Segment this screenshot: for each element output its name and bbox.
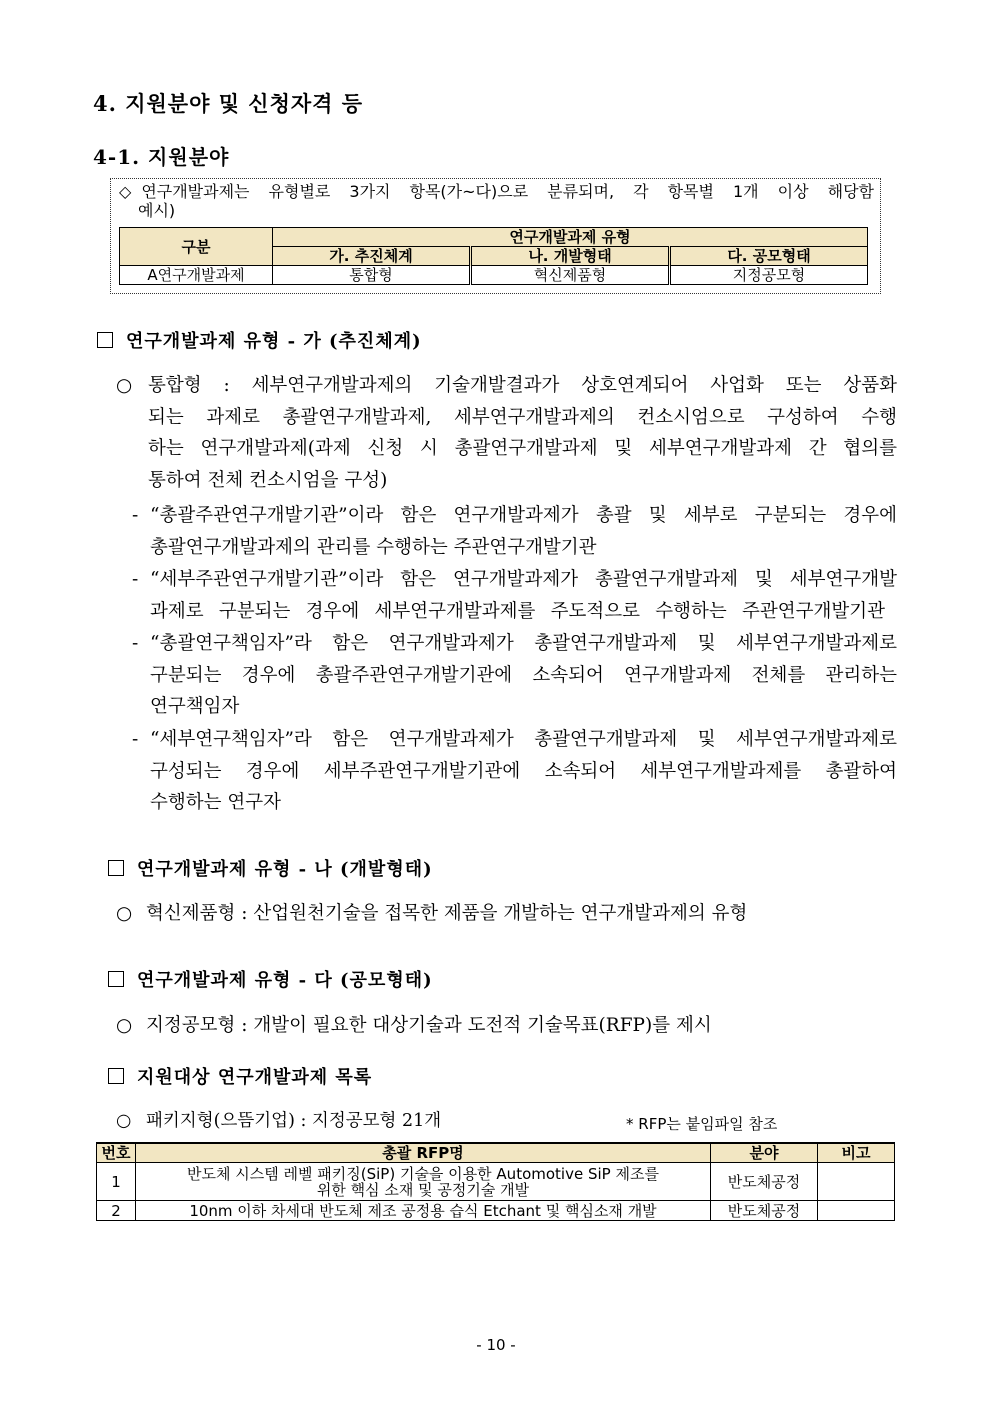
paragraph-line: “총괄주관연구개발기관”이라 함은 연구개발과제가 총괄 및 세부로 구분되는 경우에	[150, 505, 897, 526]
paragraph-line: 총괄연구개발과제의 관리를 수행하는 주관연구개발기관	[150, 536, 597, 558]
section-title-da	[108, 966, 433, 992]
dash-bullet: -	[132, 505, 139, 526]
type-table-header: 나. 개발형태	[471, 247, 670, 266]
subsection-heading: 4-1. 지원분야	[93, 145, 230, 169]
section-title-text: 연구개발과제 유형 - 나 (개발형태)	[137, 859, 433, 880]
designated-contest-item: 지정공모형 : 개발이 필요한 대상기술과 도전적 기술목표(RFP)를 제시	[146, 1015, 712, 1036]
rfp-field: 반도체공정	[711, 1163, 818, 1201]
definition-item	[150, 628, 897, 723]
note-line-1: 연구개발과제는 유형별로 3가지 항목(가~다)으로 분류되며, 각 항목별 1개 이상 해당함	[141, 182, 874, 201]
paragraph-line: 통하여 전체 컨소시엄을 구성)	[148, 469, 388, 491]
table-row	[97, 1201, 895, 1221]
note-text	[119, 182, 874, 220]
rfp-name	[136, 1163, 711, 1201]
package-type-item: 패키지형(으뜸기업) : 지정공모형 21개	[146, 1111, 442, 1131]
paragraph-line: 구분되는 경우에 총괄주관연구개발기관에 소속되어 연구개발과제 전체를 관리하는	[150, 664, 897, 686]
rfp-name-line: 반도체 시스템 레벨 패키징(SiP) 기술을 이용한 Automotive SiP 제조를	[187, 1164, 659, 1183]
section-heading: 4. 지원분야 및 신청자격 등	[93, 91, 364, 116]
type-table-header: 가. 추진체계	[273, 247, 471, 266]
diamond-icon: ◇	[119, 182, 132, 201]
rfp-header-remark: 비고	[818, 1143, 895, 1163]
definition-item	[150, 724, 897, 819]
circle-bullet-icon: ○	[116, 1015, 133, 1036]
type-table-cell: 지정공모형	[670, 266, 868, 285]
paragraph-line: 통합형 : 세부연구개발과제의 기술개발결과가 상호연계되어 사업화 또는 상품화	[148, 375, 897, 396]
rfp-remark	[818, 1163, 895, 1201]
type-table-group-header: 연구개발과제 유형	[273, 228, 868, 247]
circle-bullet-icon: ○	[116, 1111, 132, 1131]
rfp-field: 반도체공정	[711, 1201, 818, 1221]
dash-bullet: -	[132, 569, 139, 590]
rfp-header-no: 번호	[97, 1143, 136, 1163]
section-title-text: 연구개발과제 유형 - 가 (추진체계)	[126, 331, 422, 352]
checkbox-icon	[97, 332, 113, 348]
paragraph-line: “세부연구책임자”라 함은 연구개발과제가 총괄연구개발과제 및 세부연구개발과제로	[150, 729, 897, 750]
integrated-type-paragraph	[148, 370, 897, 496]
rfp-reference-note: * RFP는 붙임파일 참조	[626, 1115, 778, 1133]
circle-bullet-icon: ○	[116, 903, 133, 924]
type-table-cell: 혁신제품형	[471, 266, 670, 285]
section-title-list	[108, 1063, 372, 1089]
type-table-header: 다. 공모형태	[670, 247, 868, 266]
dash-bullet: -	[132, 729, 139, 750]
section-title-na	[108, 855, 433, 881]
rfp-header-name: 총괄 RFP명	[136, 1143, 711, 1163]
section-title-text: 지원대상 연구개발과제 목록	[137, 1067, 373, 1088]
paragraph-line: 되는 과제로 총괄연구개발과제, 세부연구개발과제의 컨소시엄으로 구성하여 수행	[148, 406, 897, 428]
paragraph-line: 연구책임자	[150, 696, 240, 717]
checkbox-icon	[108, 971, 124, 987]
rfp-table	[96, 1142, 895, 1221]
paragraph-line: 하는 연구개발과제(과제 신청 시 총괄연구개발과제 및 세부연구개발과제 간 협의를	[148, 438, 897, 459]
checkbox-icon	[108, 1068, 124, 1084]
dash-bullet: -	[132, 633, 139, 654]
rfp-name-line: 위한 핵심 소재 및 공정기술 개발	[316, 1180, 530, 1199]
definition-item	[150, 500, 897, 563]
paragraph-line: “세부주관연구개발기관”이라 함은 연구개발과제가 총괄연구개발과제 및 세부연구개발	[150, 569, 897, 590]
circle-bullet-icon: ○	[116, 375, 133, 396]
innovative-product-item: 혁신제품형 : 산업원천기술을 접목한 제품을 개발하는 연구개발과제의 유형	[146, 903, 748, 924]
definition-item	[150, 564, 897, 627]
rfp-name: 10nm 이하 차세대 반도체 제조 공정용 습식 Etchant 및 핵심소재 개발	[136, 1201, 711, 1221]
paragraph-line: 수행하는 연구자	[150, 792, 281, 813]
rfp-header-field: 분야	[711, 1143, 818, 1163]
type-table-label: 구분	[120, 228, 273, 266]
type-table	[119, 227, 868, 285]
table-row	[97, 1163, 895, 1201]
note-line-2: 예시)	[138, 201, 176, 220]
checkbox-icon	[108, 860, 124, 876]
type-table-row-label: A연구개발과제	[120, 266, 273, 285]
rfp-remark	[818, 1201, 895, 1221]
rfp-no: 2	[97, 1201, 136, 1221]
section-title-ga	[97, 327, 422, 353]
paragraph-line: 과제로 구분되는 경우에 세부연구개발과제를 주도적으로 수행하는 주관연구개발기관	[150, 600, 885, 622]
type-note-box	[110, 178, 881, 294]
paragraph-line: “총괄연구책임자”라 함은 연구개발과제가 총괄연구개발과제 및 세부연구개발과제로	[150, 633, 897, 654]
rfp-no: 1	[97, 1163, 136, 1201]
paragraph-line: 구성되는 경우에 세부주관연구개발기관에 소속되어 세부연구개발과제를 총괄하여	[150, 760, 897, 782]
page-number: - 10 -	[476, 1336, 516, 1354]
section-title-text: 연구개발과제 유형 - 다 (공모형태)	[137, 970, 433, 991]
type-table-cell: 통합형	[273, 266, 471, 285]
